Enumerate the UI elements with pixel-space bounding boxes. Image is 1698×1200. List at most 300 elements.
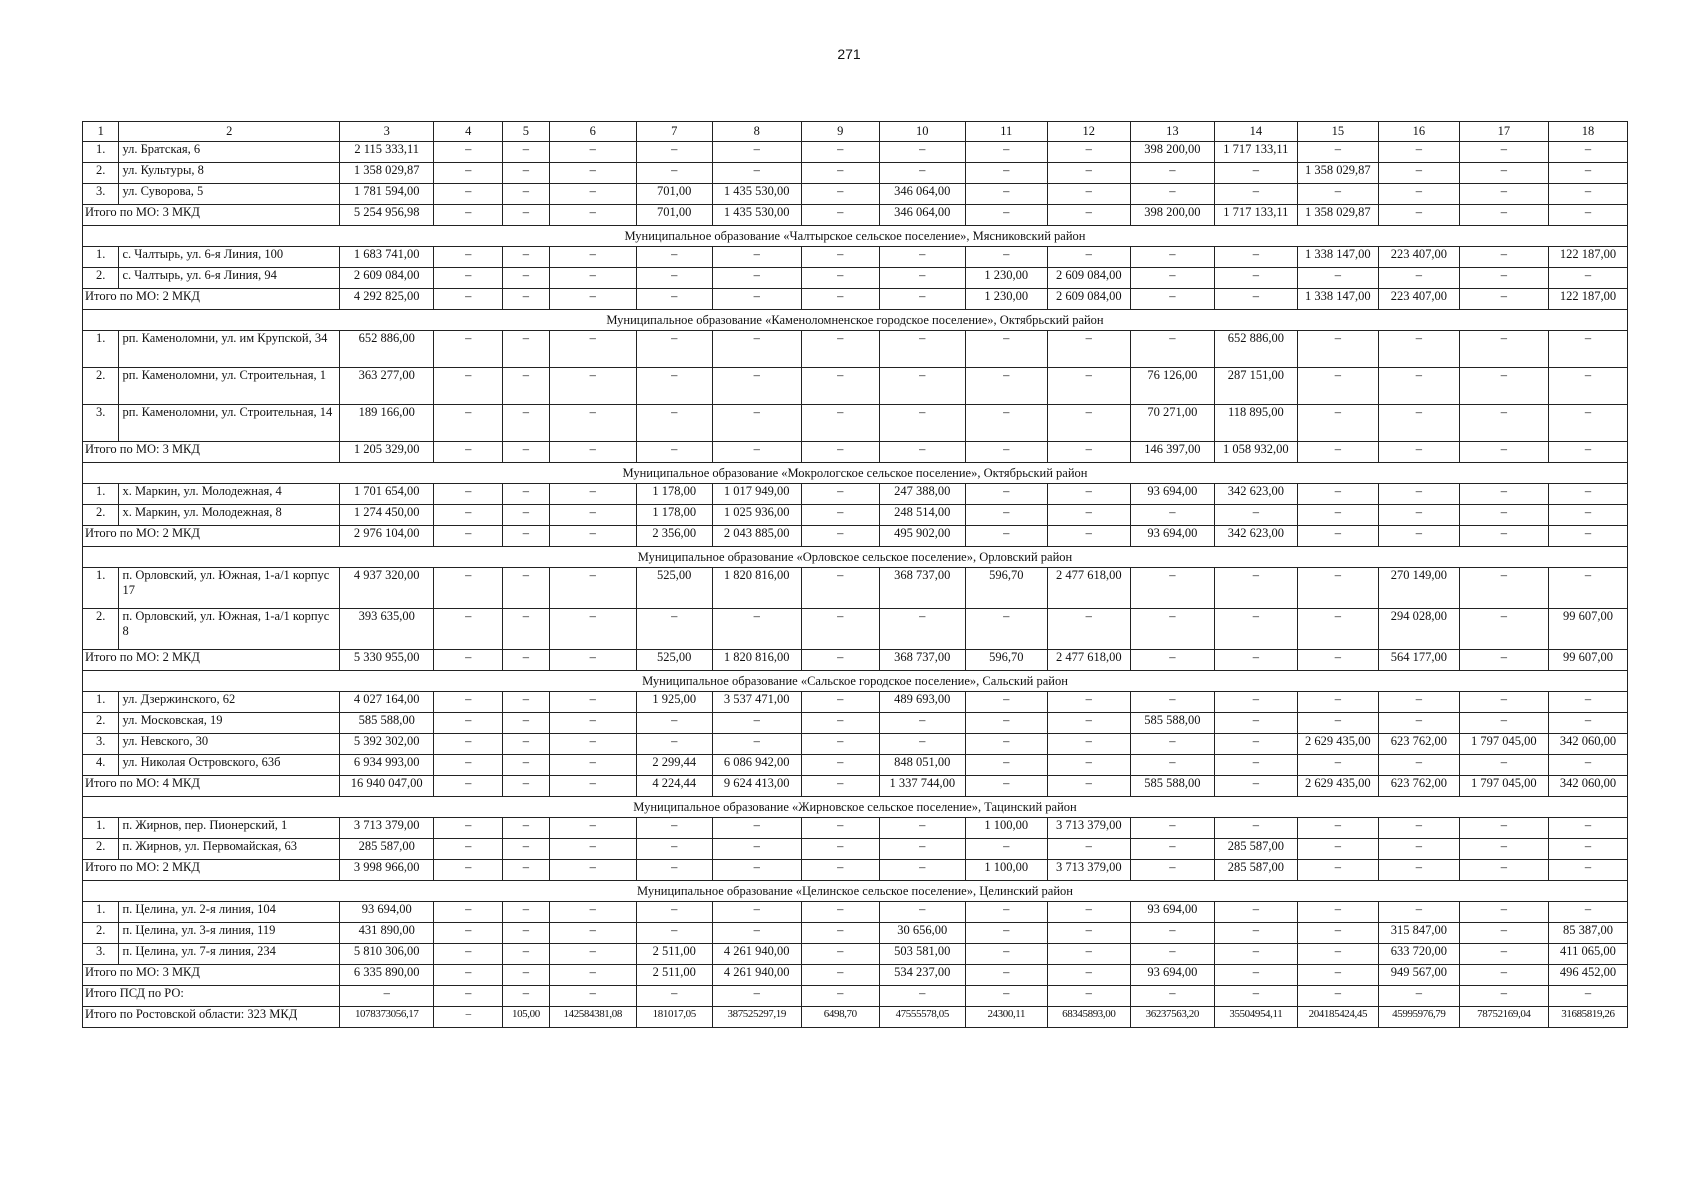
- table-cell: –: [503, 692, 550, 713]
- table-cell: 2 629 435,00: [1297, 734, 1378, 755]
- table-cell: –: [1459, 484, 1548, 505]
- table-cell: –: [879, 839, 965, 860]
- table-cell: –: [549, 142, 636, 163]
- table-cell: –: [1297, 902, 1378, 923]
- table-cell: –: [549, 442, 636, 463]
- total-label: Итого по Ростовской области: 323 МКД: [83, 1007, 340, 1028]
- table-cell: –: [434, 142, 503, 163]
- table-cell: –: [1459, 247, 1548, 268]
- table-cell: –: [965, 923, 1047, 944]
- table-cell: –: [801, 609, 879, 650]
- table-cell: –: [1297, 860, 1378, 881]
- table-cell: –: [503, 650, 550, 671]
- table-cell: –: [1378, 184, 1459, 205]
- table-cell: 596,70: [965, 568, 1047, 609]
- address-cell: п. Орловский, ул. Южная, 1-а/1 корпус 8: [119, 609, 340, 650]
- table-cell: 1 337 744,00: [879, 776, 965, 797]
- table-cell: 1 358 029,87: [1297, 205, 1378, 226]
- table-row: [83, 142, 1628, 163]
- table-cell: –: [434, 247, 503, 268]
- table-cell: –: [1548, 331, 1627, 368]
- table-cell: –: [1459, 692, 1548, 713]
- section-row: [83, 671, 1628, 692]
- table-cell: –: [1297, 484, 1378, 505]
- table-cell: 285 587,00: [340, 839, 434, 860]
- table-cell: –: [503, 755, 550, 776]
- section-title: Муниципальное образование «Мокрологское сельское поселение», Октябрьский район: [83, 463, 1628, 484]
- table-cell: 525,00: [636, 650, 712, 671]
- table-cell: –: [503, 247, 550, 268]
- table-cell: –: [1459, 923, 1548, 944]
- table-cell: –: [434, 1007, 503, 1028]
- table-cell: –: [965, 839, 1047, 860]
- table-cell: –: [801, 368, 879, 405]
- row-index: 1.: [83, 568, 119, 609]
- table-cell: 2 477 618,00: [1047, 650, 1130, 671]
- table-cell: 368 737,00: [879, 568, 965, 609]
- table-cell: –: [549, 505, 636, 526]
- table-cell: 1 797 045,00: [1459, 734, 1548, 755]
- table-cell: –: [965, 986, 1047, 1007]
- table-cell: –: [1214, 776, 1297, 797]
- column-header: 10: [879, 122, 965, 142]
- table-cell: 701,00: [636, 205, 712, 226]
- table-cell: 525,00: [636, 568, 712, 609]
- table-cell: –: [1459, 268, 1548, 289]
- table-cell: 146 397,00: [1130, 442, 1214, 463]
- table-cell: 294 028,00: [1378, 609, 1459, 650]
- table-cell: –: [1297, 268, 1378, 289]
- table-cell: –: [801, 484, 879, 505]
- table-cell: –: [801, 331, 879, 368]
- table-cell: –: [1214, 734, 1297, 755]
- table-row: [83, 755, 1628, 776]
- table-cell: –: [1130, 609, 1214, 650]
- table-cell: –: [1378, 205, 1459, 226]
- table-cell: –: [549, 368, 636, 405]
- table-cell: –: [636, 839, 712, 860]
- column-header: 12: [1047, 122, 1130, 142]
- row-index: 3.: [83, 734, 119, 755]
- table-cell: 1 717 133,11: [1214, 205, 1297, 226]
- table-cell: 122 187,00: [1548, 289, 1627, 310]
- table-cell: –: [1378, 368, 1459, 405]
- table-cell: –: [1297, 368, 1378, 405]
- table-cell: –: [1378, 986, 1459, 1007]
- table-cell: –: [503, 331, 550, 368]
- table-cell: –: [1378, 526, 1459, 547]
- table-cell: –: [503, 713, 550, 734]
- table-cell: –: [712, 860, 801, 881]
- table-cell: –: [549, 568, 636, 609]
- table-cell: 4 937 320,00: [340, 568, 434, 609]
- table-cell: 45995976,79: [1378, 1007, 1459, 1028]
- table-cell: –: [965, 205, 1047, 226]
- table-cell: –: [965, 965, 1047, 986]
- table-cell: –: [1459, 965, 1548, 986]
- address-cell: с. Чалтырь, ул. 6-я Линия, 94: [119, 268, 340, 289]
- column-header: 13: [1130, 122, 1214, 142]
- table-cell: –: [1214, 505, 1297, 526]
- table-cell: –: [434, 526, 503, 547]
- table-cell: 503 581,00: [879, 944, 965, 965]
- table-cell: 949 567,00: [1378, 965, 1459, 986]
- table-cell: –: [1214, 247, 1297, 268]
- table-cell: –: [879, 818, 965, 839]
- table-row: [83, 713, 1628, 734]
- column-header: 17: [1459, 122, 1548, 142]
- table-cell: –: [503, 986, 550, 1007]
- address-cell: ул. Братская, 6: [119, 142, 340, 163]
- table-cell: 30 656,00: [879, 923, 965, 944]
- table-cell: 1 717 133,11: [1214, 142, 1297, 163]
- table-cell: –: [1548, 818, 1627, 839]
- total-row: [83, 965, 1628, 986]
- table-cell: –: [1378, 442, 1459, 463]
- table-cell: –: [434, 368, 503, 405]
- table-cell: –: [503, 776, 550, 797]
- header-row: [83, 122, 1628, 142]
- table-cell: 496 452,00: [1548, 965, 1627, 986]
- table-cell: –: [801, 902, 879, 923]
- column-header: 1: [83, 122, 119, 142]
- table-cell: –: [1047, 839, 1130, 860]
- table-cell: –: [434, 986, 503, 1007]
- table-cell: –: [712, 142, 801, 163]
- table-cell: –: [1297, 184, 1378, 205]
- table-cell: –: [636, 986, 712, 1007]
- table-cell: –: [879, 142, 965, 163]
- table-cell: –: [503, 965, 550, 986]
- table-cell: 2 299,44: [636, 755, 712, 776]
- table-cell: 68345893,00: [1047, 1007, 1130, 1028]
- table-cell: –: [503, 163, 550, 184]
- table-cell: 3 537 471,00: [712, 692, 801, 713]
- table-cell: –: [1047, 755, 1130, 776]
- table-cell: –: [801, 205, 879, 226]
- table-cell: 431 890,00: [340, 923, 434, 944]
- table-cell: –: [549, 818, 636, 839]
- table-cell: –: [549, 902, 636, 923]
- table-cell: –: [1459, 163, 1548, 184]
- table-cell: –: [712, 818, 801, 839]
- table-cell: –: [1548, 442, 1627, 463]
- table-cell: –: [549, 923, 636, 944]
- table-cell: –: [1130, 923, 1214, 944]
- table-cell: –: [1548, 902, 1627, 923]
- table-cell: –: [549, 965, 636, 986]
- address-cell: ул. Культуры, 8: [119, 163, 340, 184]
- table-cell: –: [1130, 289, 1214, 310]
- table-cell: –: [1047, 142, 1130, 163]
- table-cell: 342 623,00: [1214, 526, 1297, 547]
- section-title: Муниципальное образование «Целинское сельское поселение», Целинский район: [83, 881, 1628, 902]
- table-cell: 1078373056,17: [340, 1007, 434, 1028]
- section-title: Муниципальное образование «Орловское сельское поселение», Орловский район: [83, 547, 1628, 568]
- table-cell: 118 895,00: [1214, 405, 1297, 442]
- table-cell: –: [801, 776, 879, 797]
- table-cell: 1 925,00: [636, 692, 712, 713]
- table-cell: –: [503, 484, 550, 505]
- table-cell: –: [712, 923, 801, 944]
- table-cell: –: [801, 184, 879, 205]
- total-row: [83, 776, 1628, 797]
- table-cell: 142584381,08: [549, 1007, 636, 1028]
- table-cell: –: [1214, 818, 1297, 839]
- table-cell: –: [1130, 505, 1214, 526]
- table-cell: 2 115 333,11: [340, 142, 434, 163]
- table-cell: 9 624 413,00: [712, 776, 801, 797]
- table-cell: –: [549, 839, 636, 860]
- address-cell: п. Жирнов, ул. Первомайская, 63: [119, 839, 340, 860]
- table-cell: –: [549, 713, 636, 734]
- table-cell: –: [1214, 650, 1297, 671]
- table-cell: –: [879, 442, 965, 463]
- table-cell: –: [801, 860, 879, 881]
- address-cell: ул. Николая Островского, 63б: [119, 755, 340, 776]
- table-cell: 342 060,00: [1548, 734, 1627, 755]
- table-cell: –: [1297, 923, 1378, 944]
- table-cell: 596,70: [965, 650, 1047, 671]
- page-number: 271: [837, 46, 861, 62]
- table-cell: –: [965, 755, 1047, 776]
- row-index: 2.: [83, 368, 119, 405]
- table-cell: –: [801, 405, 879, 442]
- table-cell: 387525297,19: [712, 1007, 801, 1028]
- table-cell: –: [1548, 526, 1627, 547]
- table-cell: –: [340, 986, 434, 1007]
- table-cell: 5 254 956,98: [340, 205, 434, 226]
- table-cell: –: [434, 839, 503, 860]
- table-cell: –: [549, 526, 636, 547]
- table-cell: –: [549, 734, 636, 755]
- table-cell: –: [434, 860, 503, 881]
- table-cell: –: [636, 331, 712, 368]
- table-cell: –: [434, 405, 503, 442]
- table-cell: –: [1297, 944, 1378, 965]
- table-cell: –: [712, 734, 801, 755]
- table-cell: –: [1378, 142, 1459, 163]
- table-cell: –: [434, 484, 503, 505]
- table-cell: 1 338 147,00: [1297, 289, 1378, 310]
- table-cell: –: [801, 692, 879, 713]
- table-cell: 623 762,00: [1378, 734, 1459, 755]
- table-cell: 623 762,00: [1378, 776, 1459, 797]
- table-row: [83, 184, 1628, 205]
- table-cell: –: [1214, 944, 1297, 965]
- table-cell: 1 017 949,00: [712, 484, 801, 505]
- table-row: [83, 268, 1628, 289]
- table-row: [83, 163, 1628, 184]
- table-row: [83, 368, 1628, 405]
- table-cell: –: [1214, 923, 1297, 944]
- table-cell: –: [1548, 713, 1627, 734]
- table-cell: –: [1378, 331, 1459, 368]
- table-cell: –: [434, 331, 503, 368]
- table-cell: –: [434, 944, 503, 965]
- table-cell: –: [1047, 405, 1130, 442]
- table-cell: –: [503, 142, 550, 163]
- table-cell: –: [1047, 902, 1130, 923]
- row-index: 2.: [83, 268, 119, 289]
- table-cell: –: [801, 986, 879, 1007]
- table-cell: 2 609 084,00: [1047, 289, 1130, 310]
- table-cell: 285 587,00: [1214, 839, 1297, 860]
- table-cell: –: [549, 184, 636, 205]
- table-cell: –: [1297, 692, 1378, 713]
- table-cell: 4 224,44: [636, 776, 712, 797]
- table-row: [83, 609, 1628, 650]
- column-header: 15: [1297, 122, 1378, 142]
- table-cell: –: [1459, 713, 1548, 734]
- address-cell: ул. Невского, 30: [119, 734, 340, 755]
- table-cell: –: [636, 923, 712, 944]
- table-cell: –: [1378, 839, 1459, 860]
- table-cell: –: [801, 505, 879, 526]
- table-cell: 368 737,00: [879, 650, 965, 671]
- table-cell: –: [1130, 163, 1214, 184]
- table-cell: –: [879, 609, 965, 650]
- table-cell: –: [712, 986, 801, 1007]
- table-cell: –: [879, 860, 965, 881]
- table-cell: 6 086 942,00: [712, 755, 801, 776]
- table-cell: –: [1214, 289, 1297, 310]
- table-cell: 1 178,00: [636, 484, 712, 505]
- table-cell: –: [801, 289, 879, 310]
- table-cell: 363 277,00: [340, 368, 434, 405]
- table-cell: –: [549, 484, 636, 505]
- table-cell: –: [1214, 755, 1297, 776]
- table-cell: –: [879, 368, 965, 405]
- table-row: [83, 247, 1628, 268]
- row-index: 2.: [83, 163, 119, 184]
- table-cell: 93 694,00: [1130, 526, 1214, 547]
- table-cell: 393 635,00: [340, 609, 434, 650]
- table-cell: –: [636, 247, 712, 268]
- table-cell: –: [879, 986, 965, 1007]
- table-cell: –: [549, 268, 636, 289]
- table-cell: –: [879, 289, 965, 310]
- table-cell: –: [1047, 505, 1130, 526]
- table-cell: –: [503, 368, 550, 405]
- table-cell: –: [1459, 442, 1548, 463]
- table-cell: –: [1297, 568, 1378, 609]
- table-cell: –: [503, 568, 550, 609]
- table-cell: –: [965, 944, 1047, 965]
- table-cell: –: [1297, 818, 1378, 839]
- table-cell: –: [1214, 568, 1297, 609]
- table-cell: –: [1378, 755, 1459, 776]
- table-cell: –: [712, 839, 801, 860]
- table-cell: –: [636, 442, 712, 463]
- table-cell: –: [549, 860, 636, 881]
- table-cell: –: [879, 268, 965, 289]
- section-title: Муниципальное образование «Сальское городское поселение», Сальский район: [83, 671, 1628, 692]
- table-cell: 4 292 825,00: [340, 289, 434, 310]
- table-cell: –: [1130, 247, 1214, 268]
- table-cell: –: [965, 405, 1047, 442]
- table-cell: –: [1459, 755, 1548, 776]
- table-cell: 342 060,00: [1548, 776, 1627, 797]
- table-cell: –: [1047, 923, 1130, 944]
- table-cell: –: [636, 405, 712, 442]
- table-cell: –: [965, 142, 1047, 163]
- table-cell: –: [503, 405, 550, 442]
- table-cell: –: [636, 163, 712, 184]
- table-cell: 93 694,00: [1130, 902, 1214, 923]
- total-row: [83, 289, 1628, 310]
- table-cell: –: [712, 713, 801, 734]
- total-row: [83, 860, 1628, 881]
- table-cell: –: [1297, 142, 1378, 163]
- address-cell: рп. Каменоломни, ул. Строительная, 14: [119, 405, 340, 442]
- table-cell: 6 335 890,00: [340, 965, 434, 986]
- address-cell: п. Целина, ул. 7-я линия, 234: [119, 944, 340, 965]
- table-cell: –: [965, 247, 1047, 268]
- column-header: 16: [1378, 122, 1459, 142]
- table-cell: 248 514,00: [879, 505, 965, 526]
- table-cell: 122 187,00: [1548, 247, 1627, 268]
- table-cell: –: [1548, 405, 1627, 442]
- table-cell: 346 064,00: [879, 205, 965, 226]
- table-cell: 287 151,00: [1214, 368, 1297, 405]
- table-cell: –: [1459, 986, 1548, 1007]
- table-cell: –: [1378, 902, 1459, 923]
- table-cell: 1 781 594,00: [340, 184, 434, 205]
- table-cell: 1 358 029,87: [340, 163, 434, 184]
- table-cell: –: [1047, 331, 1130, 368]
- table-cell: –: [503, 609, 550, 650]
- table-cell: –: [879, 163, 965, 184]
- section-row: [83, 463, 1628, 484]
- table-cell: –: [1130, 755, 1214, 776]
- table-cell: –: [1047, 776, 1130, 797]
- table-cell: –: [712, 331, 801, 368]
- table-cell: –: [1047, 713, 1130, 734]
- table-cell: –: [549, 986, 636, 1007]
- total-label: Итого по МО: 2 МКД: [83, 860, 340, 881]
- row-index: 3.: [83, 184, 119, 205]
- table-cell: –: [965, 902, 1047, 923]
- section-row: [83, 310, 1628, 331]
- table-cell: –: [801, 923, 879, 944]
- table-cell: –: [1297, 755, 1378, 776]
- table-cell: –: [712, 163, 801, 184]
- row-index: 2.: [83, 713, 119, 734]
- table-cell: –: [801, 268, 879, 289]
- table-cell: –: [801, 713, 879, 734]
- table-cell: –: [1214, 268, 1297, 289]
- table-cell: –: [1548, 860, 1627, 881]
- table-cell: –: [1297, 986, 1378, 1007]
- table-cell: –: [965, 484, 1047, 505]
- table-cell: –: [503, 902, 550, 923]
- table-cell: 5 392 302,00: [340, 734, 434, 755]
- table-cell: 564 177,00: [1378, 650, 1459, 671]
- table-cell: –: [1459, 839, 1548, 860]
- section-row: [83, 881, 1628, 902]
- section-title: Муниципальное образование «Жирновское сельское поселение», Тацинский район: [83, 797, 1628, 818]
- table-cell: –: [1459, 289, 1548, 310]
- table-cell: 6 934 993,00: [340, 755, 434, 776]
- table-cell: 346 064,00: [879, 184, 965, 205]
- table-cell: –: [434, 609, 503, 650]
- total-label: Итого по МО: 3 МКД: [83, 205, 340, 226]
- table-cell: –: [1130, 692, 1214, 713]
- table-cell: –: [1047, 484, 1130, 505]
- table-cell: 585 588,00: [340, 713, 434, 734]
- table-cell: 76 126,00: [1130, 368, 1214, 405]
